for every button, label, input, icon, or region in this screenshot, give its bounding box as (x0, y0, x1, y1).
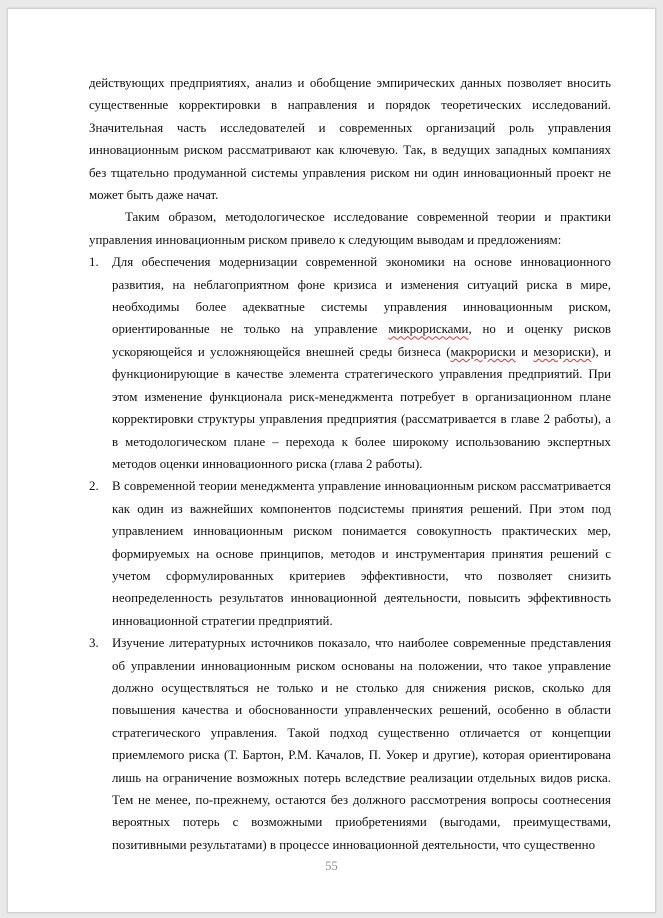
list-item (89, 251, 611, 475)
list-item-text: В современной теории менеджмента управление инновационным риском рассматривается как один из важнейших компонентов подсистемы принятия решений. При этом под управлением инновационным риском понимается совокупность практических мер, формируемых на основе принципов, методов и инструментария принятия решений с учетом сформулированных критериев эффективности, что позволяет снизить неопределенность результатов инновационной деятельности, повысить эффективность инновационной стратегии предприятий. (112, 479, 611, 628)
misspelled-word[interactable]: мезориски (533, 344, 592, 359)
list-item-number: 1. (89, 255, 99, 270)
list-item (89, 475, 611, 632)
conclusions-list (89, 251, 611, 856)
misspelled-word[interactable]: микрорисками (388, 322, 469, 337)
list-item (89, 632, 611, 856)
list-item-text: Для обеспечения модернизации современной экономики на основе инновационного развития, на неблагоприятном фоне кризиса и изменения ситуаций риска в мире, необходимы более адекватные системы управления инновационным риском, ориентированные не только на управление микрорисками, но и оценку рисков ускоряющейся и усложняющейся внешней среды бизнеса (макрориски и мезориски), и функционирующие в качестве элемента стратегического управления предприятий. При этом изменение функционала риск-менеджмента потребует в организационном плане корректировки структуры управления предприятия (рассматривается в главе 2 работы), а в методологическом плане – перехода к более широкому использованию экспертных методов оценки инновационного риска (глава 2 работы). (112, 255, 611, 471)
page-number: 55 (325, 859, 338, 873)
document-page (7, 8, 656, 913)
paragraph-intro: Таким образом, методологическое исследование современной теории и практики управления инновационным риском привело к следующим выводам и предложениям: (89, 210, 611, 247)
page-body (89, 72, 611, 856)
list-item-number: 3. (89, 636, 99, 651)
list-item-number: 2. (89, 479, 99, 494)
misspelled-word[interactable]: макрориски (450, 344, 516, 359)
paragraph-continued: действующих предприятиях, анализ и обобщение эмпирических данных позволяет вносить существенные корректировки в направления и порядок теоретических исследований. Значительная часть исследователей и современных организаций роль управления инновационным риском рассматривают как ключевую. Так, в ведущих западных компаниях без тщательно продуманной системы управления риском ни один инновационный проект не может быть даже начат. (89, 76, 611, 203)
list-item-text: Изучение литературных источников показало, что наиболее современные представления об управлении инновационным риском основаны на положении, что такое управление должно осуществляться не только и не столько для снижения рисков, сколько для повышения качества и обоснованности управленческих решений, особенно в области стратегического управления. Такой подход существенно отличается от концепции приемлемого риска (Т. Бартон, Р.М. Качалов, П. Уокер и другие), которая ориентирована лишь на ограничение возможных потерь вследствие реализации отдельных видов риска. Тем не менее, по-прежнему, остаются без должного рассмотрения вопросы соотнесения вероятных потерь с возможными приобретениями (выгодами, преимуществами, позитивными результатами) в процессе инновационной деятельности, что существенно (112, 636, 611, 852)
